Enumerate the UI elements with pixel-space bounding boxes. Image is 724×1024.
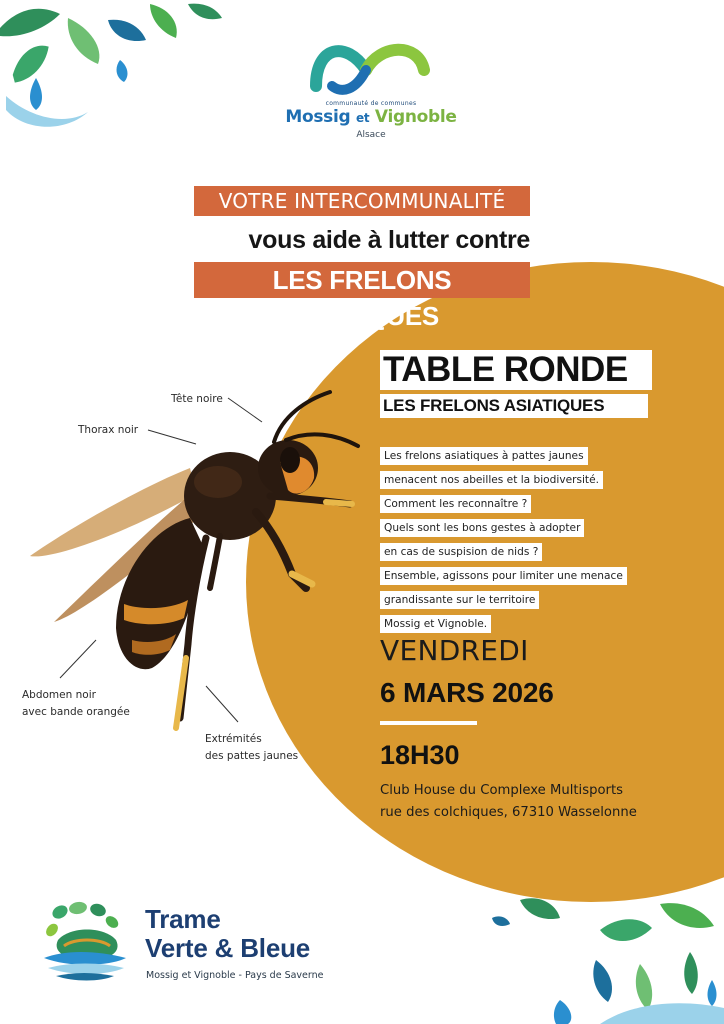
footer-logo-subtitle: Mossig et Vignoble - Pays de Saverne <box>146 970 324 981</box>
label-legs-line2: des pattes jaunes <box>205 750 299 762</box>
headline-line3: LES FRELONS ASIATIQUES <box>194 262 530 298</box>
description-line: grandissante sur le territoire <box>380 591 539 609</box>
headline-line2: vous aide à lutter contre <box>248 226 530 254</box>
label-legs <box>205 731 298 765</box>
event-title: TABLE RONDE <box>380 350 652 390</box>
logo-name-part2: et <box>355 111 370 125</box>
label-abdomen-line2: avec bande orangée <box>22 706 130 718</box>
date-divider <box>380 721 477 725</box>
footer-title-line1: Trame <box>145 904 221 934</box>
place-line2: rue des colchiques, 67310 Wasselonne <box>380 805 637 820</box>
logo-name-part1: Mossig <box>285 107 351 127</box>
label-abdomen-line1: Abdomen noir <box>22 689 96 701</box>
description-line: menacent nos abeilles et la biodiversité. <box>380 471 603 489</box>
description-line: en cas de suspision de nids ? <box>380 543 542 561</box>
label-abdomen <box>22 687 130 721</box>
label-thorax: Thorax noir <box>78 424 139 436</box>
footer-logo-title <box>145 905 310 963</box>
logo-name-part3: Vignoble <box>374 107 457 127</box>
event-day: VENDREDI <box>380 634 529 667</box>
description-line: Ensemble, agissons pour limiter une menace <box>380 567 627 585</box>
headline-line1: VOTRE INTERCOMMUNALITÉ <box>194 186 530 216</box>
event-subtitle: LES FRELONS ASIATIQUES <box>380 394 648 418</box>
event-date: 6 MARS 2026 <box>380 677 554 708</box>
description-line: Quels sont les bons gestes à adopter <box>380 519 584 537</box>
place-line1: Club House du Complexe Multisports <box>380 783 623 798</box>
label-legs-line1: Extrémités <box>205 733 262 745</box>
event-place <box>380 780 637 824</box>
label-head: Tête noire <box>171 393 223 405</box>
event-time: 18H30 <box>380 740 460 770</box>
description-line: Comment les reconnaître ? <box>380 495 531 513</box>
logo-small-text: communauté de communes <box>325 100 417 107</box>
description-line: Les frelons asiatiques à pattes jaunes <box>380 447 588 465</box>
event-description <box>380 444 680 636</box>
logo-region: Alsace <box>356 130 386 140</box>
description-line: Mossig et Vignoble. <box>380 615 491 633</box>
footer-title-line2: Verte & Bleue <box>145 933 311 963</box>
